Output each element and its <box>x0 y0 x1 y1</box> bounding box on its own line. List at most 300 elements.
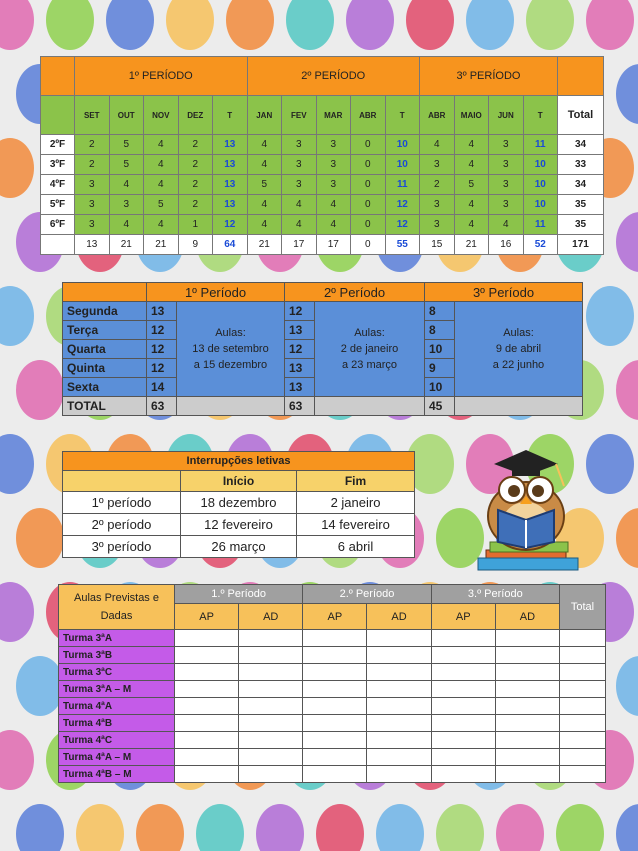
background-dot <box>16 656 64 716</box>
table-row <box>59 630 606 647</box>
month-header: FEV <box>282 96 317 135</box>
class-label: Turma 3ªB <box>59 647 175 664</box>
background-dot <box>106 0 154 50</box>
background-dot <box>256 804 304 851</box>
value-cell: 13 <box>213 135 248 155</box>
aulas-title: Aulas: <box>215 327 246 339</box>
entry-cell[interactable] <box>239 664 303 681</box>
break-end: 14 fevereiro <box>297 514 415 536</box>
entry-cell[interactable] <box>175 630 239 647</box>
value-cell: 4 <box>489 215 524 235</box>
period-header: 2.º Período <box>303 585 431 604</box>
value-cell: 0 <box>351 135 386 155</box>
weekday-label: Quarta <box>63 340 147 359</box>
ap-header: AP <box>431 604 495 630</box>
total-cell: 0 <box>351 235 386 255</box>
background-dot <box>0 138 34 198</box>
total-cell[interactable] <box>560 647 606 664</box>
value-cell: 4 <box>109 215 144 235</box>
value-cell: 11 <box>523 215 558 235</box>
class-label: Turma 3ªA <box>59 630 175 647</box>
total-cell: 17 <box>282 235 317 255</box>
total-cell[interactable] <box>560 681 606 698</box>
background-dot <box>16 804 64 851</box>
value-cell: 3 <box>75 195 110 215</box>
value-cell: 10 <box>385 135 420 155</box>
total-cell[interactable] <box>560 698 606 715</box>
background-dot <box>226 0 274 50</box>
weekday-label: Quinta <box>63 359 147 378</box>
month-header: MAIO <box>454 96 489 135</box>
month-header: DEZ <box>178 96 213 135</box>
value-cell: 3 <box>109 195 144 215</box>
class-label: Turma 4ªB <box>59 715 175 732</box>
value-cell: 3 <box>489 195 524 215</box>
background-dot <box>346 0 394 50</box>
entry-cell[interactable] <box>367 766 431 783</box>
entry-cell[interactable] <box>431 715 495 732</box>
lesson-count: 14 <box>147 378 177 397</box>
entry-cell[interactable] <box>495 732 559 749</box>
entry-cell[interactable] <box>303 630 367 647</box>
value-cell: 4 <box>144 175 179 195</box>
value-cell: 4 <box>144 215 179 235</box>
entry-cell[interactable] <box>367 664 431 681</box>
lesson-count: 8 <box>425 321 455 340</box>
entry-cell[interactable] <box>367 715 431 732</box>
entry-cell[interactable] <box>239 698 303 715</box>
entry-cell[interactable] <box>367 630 431 647</box>
value-cell: 1 <box>178 215 213 235</box>
month-header: T <box>523 96 558 135</box>
empty-corner <box>41 57 75 96</box>
class-label: Turma 4ªA – M <box>59 749 175 766</box>
background-dot <box>16 360 64 420</box>
total-cell: 21 <box>247 235 282 255</box>
value-cell: 12 <box>385 215 420 235</box>
entry-cell[interactable] <box>367 647 431 664</box>
entry-cell[interactable] <box>431 647 495 664</box>
background-dot <box>0 0 34 50</box>
entry-cell[interactable] <box>303 766 367 783</box>
lesson-count: 12 <box>285 340 315 359</box>
background-dot <box>616 656 638 716</box>
period-label: 1º período <box>63 492 181 514</box>
value-cell: 4 <box>282 195 317 215</box>
entry-cell[interactable] <box>431 630 495 647</box>
value-cell: 35 <box>558 215 604 235</box>
total-cell[interactable] <box>560 630 606 647</box>
value-cell: 10 <box>523 195 558 215</box>
background-dot <box>76 804 124 851</box>
total-value: 45 <box>425 397 455 416</box>
value-cell: 11 <box>385 175 420 195</box>
entry-cell[interactable] <box>431 766 495 783</box>
total-label: TOTAL <box>63 397 147 416</box>
start-header: Início <box>181 471 297 492</box>
entry-cell[interactable] <box>303 664 367 681</box>
value-cell: 4 <box>282 215 317 235</box>
value-cell: 2 <box>75 135 110 155</box>
total-cell: 21 <box>454 235 489 255</box>
lesson-count: 12 <box>147 321 177 340</box>
value-cell: 2 <box>178 175 213 195</box>
value-cell: 3 <box>75 175 110 195</box>
total-cell: 9 <box>178 235 213 255</box>
empty-corner <box>63 471 181 492</box>
entry-cell[interactable] <box>431 698 495 715</box>
value-cell: 3 <box>489 135 524 155</box>
background-dot <box>0 582 34 642</box>
aulas-end: a 22 junho <box>492 359 545 371</box>
background-dot <box>16 508 64 568</box>
value-cell: 0 <box>351 195 386 215</box>
entry-cell[interactable] <box>367 749 431 766</box>
value-cell: 4 <box>454 195 489 215</box>
entry-cell[interactable] <box>495 647 559 664</box>
value-cell: 4 <box>144 135 179 155</box>
month-header: JAN <box>247 96 282 135</box>
background-dot <box>0 286 34 346</box>
background-dot <box>616 212 638 272</box>
month-header: NOV <box>144 96 179 135</box>
total-blank <box>455 397 583 416</box>
lessons-planned-given-table <box>58 584 606 783</box>
value-cell: 11 <box>523 135 558 155</box>
total-blank <box>315 397 425 416</box>
lesson-count: 12 <box>285 302 315 321</box>
entry-cell[interactable] <box>175 732 239 749</box>
grade-label: 6ºF <box>41 215 75 235</box>
value-cell: 3 <box>489 155 524 175</box>
entry-cell[interactable] <box>175 647 239 664</box>
total-cell[interactable] <box>560 766 606 783</box>
entry-cell[interactable] <box>303 681 367 698</box>
aulas-start: 9 de abril <box>495 343 542 355</box>
entry-cell[interactable] <box>175 749 239 766</box>
weekday-label: Sexta <box>63 378 147 397</box>
table-row <box>59 698 606 715</box>
period-header: 1º PERÍODO <box>75 57 248 96</box>
value-cell: 3 <box>316 135 351 155</box>
total-cell[interactable] <box>560 732 606 749</box>
background-dot <box>436 804 484 851</box>
period-dates <box>177 302 285 397</box>
period-dates <box>315 302 425 397</box>
period-header: 3.º Período <box>431 585 559 604</box>
ad-header: AD <box>367 604 431 630</box>
value-cell: 3 <box>420 155 455 175</box>
period-header: 2º Período <box>285 283 425 302</box>
total-cell: 64 <box>213 235 248 255</box>
entry-cell[interactable] <box>367 732 431 749</box>
lesson-count: 13 <box>285 359 315 378</box>
background-dot <box>616 64 638 124</box>
value-cell: 4 <box>420 135 455 155</box>
background-dot <box>466 0 514 50</box>
entry-cell[interactable] <box>239 715 303 732</box>
lesson-count: 9 <box>425 359 455 378</box>
class-label: Turma 4ªA <box>59 698 175 715</box>
value-cell: 5 <box>144 195 179 215</box>
month-header: T <box>385 96 420 135</box>
total-cell: 21 <box>109 235 144 255</box>
value-cell: 0 <box>351 175 386 195</box>
entry-cell[interactable] <box>303 715 367 732</box>
background-dot <box>196 804 244 851</box>
total-cell: 17 <box>316 235 351 255</box>
lesson-count: 12 <box>147 359 177 378</box>
lesson-count: 13 <box>147 302 177 321</box>
entry-cell[interactable] <box>303 647 367 664</box>
class-label: Turma 4ªB – M <box>59 766 175 783</box>
lesson-count: 13 <box>285 321 315 340</box>
entry-cell[interactable] <box>431 681 495 698</box>
entry-cell[interactable] <box>303 698 367 715</box>
period-header: 1º Período <box>147 283 285 302</box>
value-cell: 3 <box>75 215 110 235</box>
empty-corner <box>41 235 75 255</box>
month-header: ABR <box>420 96 455 135</box>
total-cell[interactable] <box>560 715 606 732</box>
value-cell: 12 <box>385 195 420 215</box>
table-row <box>41 155 604 175</box>
entry-cell[interactable] <box>239 749 303 766</box>
total-value: 63 <box>147 397 177 416</box>
break-start: 12 fevereiro <box>181 514 297 536</box>
lesson-count: 10 <box>425 340 455 359</box>
value-cell: 5 <box>109 155 144 175</box>
background-dot <box>46 0 94 50</box>
entry-cell[interactable] <box>495 715 559 732</box>
value-cell: 13 <box>213 175 248 195</box>
period-header: 3º PERÍODO <box>420 57 558 96</box>
aulas-start: 13 de setembro <box>192 343 269 355</box>
total-cell: 16 <box>489 235 524 255</box>
background-dot <box>586 286 634 346</box>
background-dot <box>316 804 364 851</box>
value-cell: 0 <box>351 155 386 175</box>
table-row <box>59 749 606 766</box>
month-header: MAR <box>316 96 351 135</box>
background-dot <box>556 804 604 851</box>
empty-corner <box>63 283 147 302</box>
background-dot <box>526 0 574 50</box>
grade-label: 5ºF <box>41 195 75 215</box>
entry-cell[interactable] <box>239 681 303 698</box>
entry-cell[interactable] <box>239 647 303 664</box>
lesson-count: 12 <box>147 340 177 359</box>
end-header: Fim <box>297 471 415 492</box>
total-value: 63 <box>285 397 315 416</box>
entry-cell[interactable] <box>367 681 431 698</box>
lesson-count: 13 <box>285 378 315 397</box>
grade-label: 2ºF <box>41 135 75 155</box>
empty-corner <box>41 96 75 135</box>
month-header: T <box>213 96 248 135</box>
ap-header: AP <box>303 604 367 630</box>
entry-cell[interactable] <box>495 630 559 647</box>
period-header: 2º PERÍODO <box>247 57 420 96</box>
school-breaks-table <box>62 451 415 558</box>
weekday-lessons-table <box>62 282 583 416</box>
entry-cell[interactable] <box>239 732 303 749</box>
background-dot <box>406 0 454 50</box>
background-dot <box>0 434 34 494</box>
entry-cell[interactable] <box>303 749 367 766</box>
background-dot <box>496 804 544 851</box>
value-cell: 35 <box>558 195 604 215</box>
grade-label: 4ºF <box>41 175 75 195</box>
value-cell: 3 <box>282 175 317 195</box>
value-cell: 4 <box>247 155 282 175</box>
total-blank <box>177 397 285 416</box>
grade-label: 3ºF <box>41 155 75 175</box>
value-cell: 3 <box>489 175 524 195</box>
table-row <box>59 715 606 732</box>
lesson-count: 10 <box>425 378 455 397</box>
entry-cell[interactable] <box>303 732 367 749</box>
table-row <box>59 766 606 783</box>
period-label: 2º período <box>63 514 181 536</box>
background-dot <box>616 508 638 568</box>
ad-header: AD <box>239 604 303 630</box>
weekday-label: Terça <box>63 321 147 340</box>
background-dot <box>616 360 638 420</box>
total-cell: 171 <box>558 235 604 255</box>
corner-label: Aulas Previstas e Dadas <box>59 585 175 630</box>
entry-cell[interactable] <box>239 766 303 783</box>
value-cell: 12 <box>213 215 248 235</box>
period-dates <box>455 302 583 397</box>
entry-cell[interactable] <box>495 698 559 715</box>
value-cell: 10 <box>385 155 420 175</box>
value-cell: 4 <box>144 155 179 175</box>
background-dot <box>376 804 424 851</box>
ad-header: AD <box>495 604 559 630</box>
background-dot <box>136 804 184 851</box>
lesson-count: 8 <box>425 302 455 321</box>
background-dot <box>586 0 634 50</box>
background-dot <box>0 730 34 790</box>
ap-header: AP <box>175 604 239 630</box>
value-cell: 4 <box>247 215 282 235</box>
total-cell: 15 <box>420 235 455 255</box>
month-header: Total <box>558 96 604 135</box>
entry-cell[interactable] <box>495 681 559 698</box>
value-cell: 4 <box>316 195 351 215</box>
period-header: 1.º Período <box>175 585 303 604</box>
entry-cell[interactable] <box>175 766 239 783</box>
aulas-title: Aulas: <box>503 327 534 339</box>
background-dot <box>286 0 334 50</box>
value-cell: 34 <box>558 135 604 155</box>
month-header: OUT <box>109 96 144 135</box>
class-label: Turma 3ªC <box>59 664 175 681</box>
table-row <box>41 215 604 235</box>
total-cell: 13 <box>75 235 110 255</box>
aulas-title: Aulas: <box>354 327 385 339</box>
value-cell: 3 <box>420 215 455 235</box>
value-cell: 4 <box>454 135 489 155</box>
value-cell: 4 <box>109 175 144 195</box>
class-label: Turma 3ªA – M <box>59 681 175 698</box>
entry-cell[interactable] <box>431 732 495 749</box>
total-header: Total <box>560 585 606 630</box>
entry-cell[interactable] <box>367 698 431 715</box>
aulas-end: a 15 dezembro <box>193 359 268 371</box>
entry-cell[interactable] <box>431 749 495 766</box>
table-row <box>41 175 604 195</box>
background-dot <box>616 804 638 851</box>
value-cell: 4 <box>247 135 282 155</box>
entry-cell[interactable] <box>495 766 559 783</box>
value-cell: 4 <box>316 215 351 235</box>
table-row <box>41 195 604 215</box>
monthly-calendar-table <box>40 56 604 255</box>
entry-cell[interactable] <box>495 749 559 766</box>
month-header: JUN <box>489 96 524 135</box>
value-cell: 3 <box>420 195 455 215</box>
entry-cell[interactable] <box>239 630 303 647</box>
value-cell: 2 <box>178 155 213 175</box>
total-cell: 55 <box>385 235 420 255</box>
value-cell: 0 <box>351 215 386 235</box>
value-cell: 3 <box>316 175 351 195</box>
breaks-title: Interrupções letivas <box>63 452 415 471</box>
empty-header <box>558 57 604 96</box>
value-cell: 33 <box>558 155 604 175</box>
break-start: 18 dezembro <box>181 492 297 514</box>
entry-cell[interactable] <box>175 715 239 732</box>
table-row <box>59 732 606 749</box>
value-cell: 5 <box>109 135 144 155</box>
entry-cell[interactable] <box>175 681 239 698</box>
entry-cell[interactable] <box>495 664 559 681</box>
value-cell: 10 <box>523 155 558 175</box>
value-cell: 2 <box>75 155 110 175</box>
break-end: 6 abril <box>297 536 415 558</box>
aulas-start: 2 de janeiro <box>340 343 399 355</box>
aulas-end: a 23 março <box>341 359 398 371</box>
class-label: Turma 4ªC <box>59 732 175 749</box>
total-cell: 52 <box>523 235 558 255</box>
value-cell: 2 <box>178 135 213 155</box>
total-cell[interactable] <box>560 664 606 681</box>
value-cell: 10 <box>523 175 558 195</box>
table-row <box>59 647 606 664</box>
period-header: 3º Período <box>425 283 583 302</box>
entry-cell[interactable] <box>175 698 239 715</box>
break-end: 2 janeiro <box>297 492 415 514</box>
background-dot <box>166 0 214 50</box>
entry-cell[interactable] <box>431 664 495 681</box>
value-cell: 13 <box>213 155 248 175</box>
total-cell: 21 <box>144 235 179 255</box>
entry-cell[interactable] <box>175 664 239 681</box>
month-header: SET <box>75 96 110 135</box>
table-row <box>41 135 604 155</box>
total-cell[interactable] <box>560 749 606 766</box>
value-cell: 13 <box>213 195 248 215</box>
value-cell: 4 <box>247 195 282 215</box>
value-cell: 3 <box>282 135 317 155</box>
period-label: 3º período <box>63 536 181 558</box>
value-cell: 3 <box>316 155 351 175</box>
value-cell: 5 <box>454 175 489 195</box>
value-cell: 3 <box>282 155 317 175</box>
owl-with-books-icon <box>446 438 596 578</box>
